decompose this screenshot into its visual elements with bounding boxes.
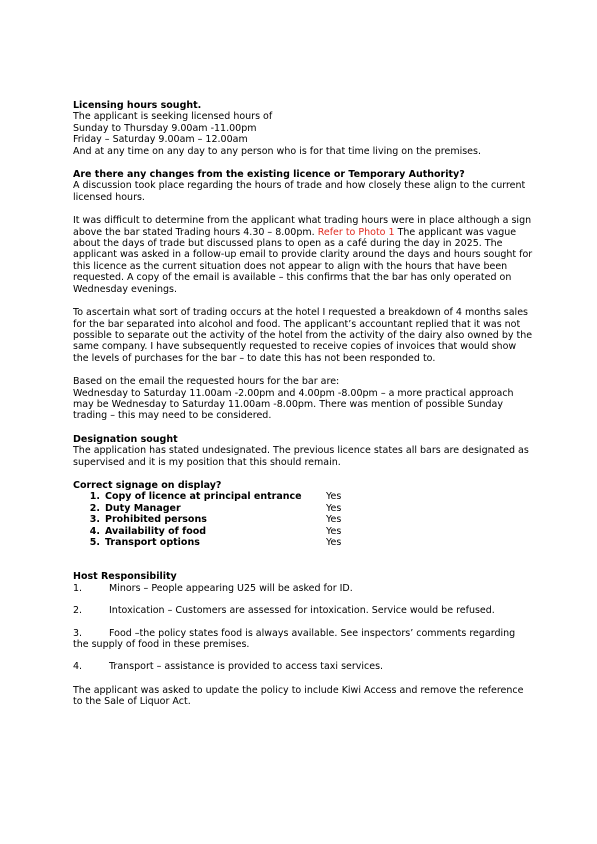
signage-list: [73, 491, 533, 548]
changes-para1: A discussion took place regarding the hours of trade and how closely these align to the current licensed hours.: [73, 180, 526, 203]
changes-heading: Are there any changes from the existing licence or Temporary Authority?: [73, 169, 465, 181]
list-item: 4. Availability of food Yes: [89, 525, 342, 537]
licensing-line: Sunday to Thursday 9.00am -11.00pm: [73, 122, 257, 134]
licensing-line: The applicant is seeking licensed hours of: [73, 111, 273, 123]
changes-para2: [73, 215, 533, 295]
licensing-heading: Licensing hours sought.: [73, 100, 202, 111]
list-item: 1. Copy of licence at principal entrance Yes: [89, 491, 342, 503]
host-heading: Host Responsibility: [73, 571, 177, 583]
list-item: 2. Duty Manager Yes: [89, 502, 342, 514]
changes-para2-text: The applicant was vague about the days of trade but discussed plans to open as a café during the day in 2025. The applicant was asked in a follow-up email to provide clarity around the days and hours sought for this licence as the current situation does not appear to align with the hours that have been requested. A copy of the email is available – this confirms that the bar has only operated on Wednesday evenings.: [73, 226, 533, 295]
host-list: [73, 583, 533, 673]
changes-para2-text: It was difficult to determine from the applicant what trading hours were in place although a sign above the bar stated Trading hours 4.30 – 8.00pm.: [73, 215, 532, 238]
document-content: [73, 100, 533, 708]
licensing-line: And at any time on any day to any person who is for that time living on the premises.: [73, 145, 481, 157]
changes-para3: To ascertain what sort of trading occurs at the hotel I requested a breakdown of 4 months sales for the bar separated into alcohol and food. The applicant’s accountant replied that it was not possible to separate out the activity of the hotel from the activity of the dairy also owned by the same company. I have subsequently requested to receive copies of invoices that would show the levels of purchases for the bar – to date this has not been responded to.: [73, 307, 533, 364]
photo-reference-link[interactable]: Refer to Photo 1: [317, 226, 395, 238]
designation-text: The application has stated undesignated. The previous licence states all bars are designated as supervised and it is my position that this should remain.: [73, 445, 529, 468]
list-item: 3. Food –the policy states food is always available. See inspectors’ comments regarding the supply of food in these premises.: [73, 627, 516, 651]
signage-heading: Correct signage on display?: [73, 479, 222, 491]
host-closing: The applicant was asked to update the policy to include Kiwi Access and remove the reference to the Sale of Liquor Act.: [73, 684, 524, 708]
list-item: 5. Transport options Yes: [89, 537, 342, 548]
list-item: 2. Intoxication – Customers are assessed for intoxication. Service would be refused.: [73, 605, 495, 617]
designation-heading: Designation sought: [73, 433, 178, 445]
list-item: 4. Transport – assistance is provided to access taxi services.: [73, 661, 384, 673]
changes-para4-intro: Based on the email the requested hours for the bar are:: [73, 376, 340, 388]
list-item: 3. Prohibited persons Yes: [89, 514, 342, 526]
changes-para4: Wednesday to Saturday 11.00am -2.00pm and 4.00pm -8.00pm – a more practical approach may be Wednesday to Saturday 11.00am -8.00pm. There was mention of possible Sunday trading – this may need to be considered.: [73, 387, 514, 422]
licensing-line: Friday – Saturday 9.00am – 12.00am: [73, 134, 248, 146]
list-item: 1. Minors – People appearing U25 will be asked for ID.: [73, 582, 353, 594]
